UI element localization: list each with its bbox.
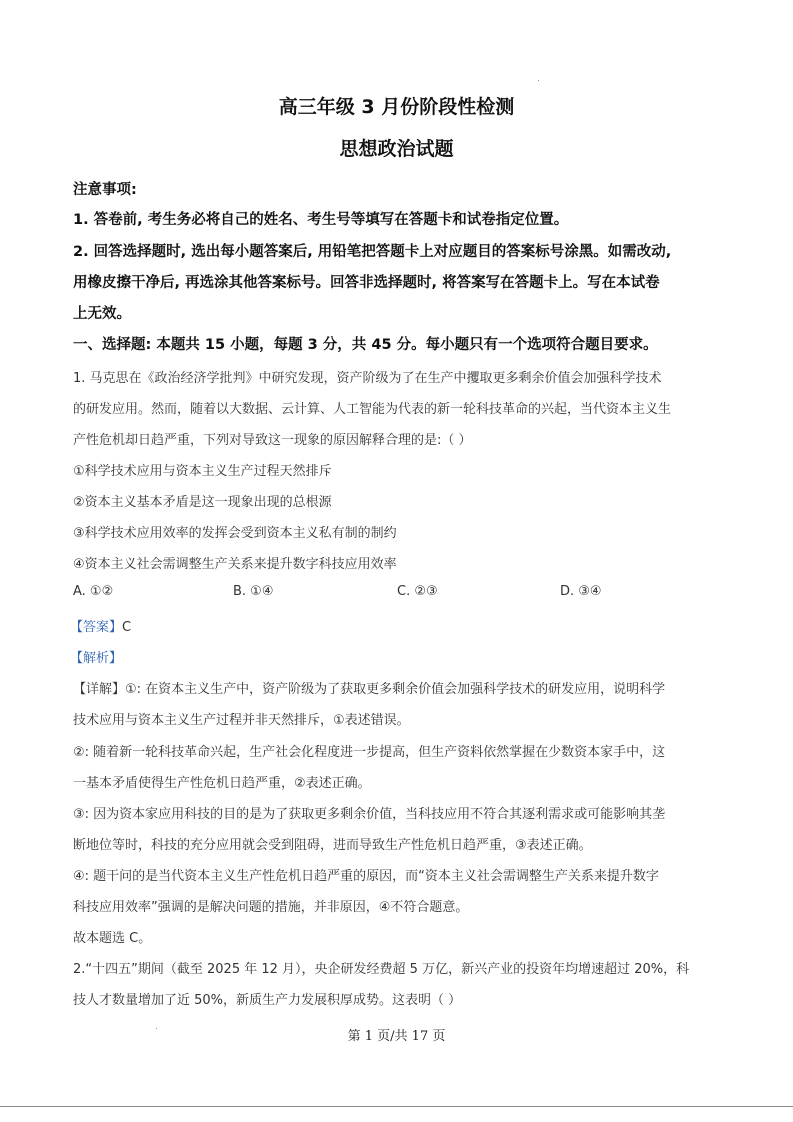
notice-item-1: 1. 答卷前, 考生务必将自己的姓名、考生号等填写在答题卡和试卷指定位置。: [73, 212, 569, 228]
q1-detail-1-line-1: 【详解】①: 在资本主义生产中，资产阶级为了获取更多剩余价值会加强科学技术的研发应用，说明科学: [73, 682, 666, 697]
q1-statement-2: ②资本主义基本矛盾是这一现象出现的总根源: [73, 495, 332, 510]
notice-item-2-line-2: 用橡皮擦干净后, 再选涂其他答案标号。回答非选择题时, 将答案写在答题卡上。写在本试卷: [73, 275, 660, 291]
scan-dot: [538, 80, 539, 81]
q1-option-d: D. ③④: [560, 584, 602, 599]
page-bottom-edge: [0, 1106, 793, 1107]
q1-stem-line-2: 的研发应用。然而，随着以大数据、云计算、人工智能为代表的新一轮科技革命的兴起，当代资本主义生: [73, 402, 672, 417]
q2-stem-line-2: 技人才数量增加了近 50%，新质生产力发展积厚成势。这表明（ ）: [73, 993, 462, 1008]
q1-detail-4-line-2: 科技应用效率”强调的是解决问题的措施，并非原因，④不符合题意。: [73, 900, 469, 915]
q1-conclusion: 故本题选 C。: [73, 931, 152, 946]
q1-detail-3-line-2: 断地位等时，科技的充分应用就会受到阻碍，进而导致生产性危机日趋严重，③表述正确。: [73, 838, 592, 853]
answer-value: C: [122, 620, 132, 635]
q1-option-a: A. ①②: [73, 584, 114, 599]
q1-detail-1-line-2: 技术应用与资本主义生产过程并非天然排斥，①表述错误。: [73, 713, 410, 728]
notice-item-2-line-3: 上无效。: [73, 306, 131, 322]
exam-title: 高三年级 3 月份阶段性检测: [278, 96, 515, 118]
q1-statement-3: ③科学技术应用效率的发挥会受到资本主义私有制的制约: [73, 526, 397, 541]
q2-stem-line-1: 2.“十四五”期间（截至 2025 年 12 月），央企研发经费超 5 万亿，新兴产业的投资年均增速超过 20%，科: [73, 962, 690, 977]
q1-stem-line-3: 产性危机却日趋严重，下列对导致这一现象的原因解释合理的是:（ ）: [73, 433, 472, 448]
q1-detail-2-line-2: 一基本矛盾使得生产性危机日趋严重，②表述正确。: [73, 776, 371, 791]
q1-statement-4: ④资本主义社会需调整生产关系来提升数字科技应用效率: [73, 557, 397, 572]
q1-detail-4-line-1: ④: 题干问的是当代资本主义生产性危机日趋严重的原因，而“资本主义社会需调整生产关系来提升数字: [73, 869, 659, 884]
page-number: 第 1 页/共 17 页: [347, 1029, 446, 1044]
q1-statement-1: ①科学技术应用与资本主义生产过程天然排斥: [73, 464, 332, 479]
q1-options: [73, 584, 713, 602]
q1-option-b: B. ①④: [233, 584, 274, 599]
answer-tag: 【答案】: [70, 620, 123, 635]
q1-detail-3-line-1: ③: 因为资本家应用科技的目的是为了获取更多剩余价值，当科技应用不符合其逐利需求或可能影响其垄: [73, 807, 666, 822]
notice-heading: 注意事项:: [73, 182, 137, 198]
section-1-heading: 一、选择题: 本题共 15 小题，每题 3 分，共 45 分。每小题只有一个选项符合题目要求。: [73, 337, 658, 353]
q1-option-c: C. ②③: [397, 584, 438, 599]
q1-detail-2-line-1: ②: 随着新一轮科技革命兴起，生产社会化程度进一步提高，但生产资料依然掌握在少数资本家手中，这: [73, 745, 666, 760]
notice-item-2-line-1: 2. 回答选择题时, 选出每小题答案后, 用铅笔把答题卡上对应题目的答案标号涂黑。如需改动,: [73, 244, 672, 260]
q1-answer-row: [70, 616, 131, 635]
exam-subtitle: 思想政治试题: [339, 138, 454, 160]
analysis-tag: 【解析】: [70, 651, 123, 666]
q1-stem-line-1: 1. 马克思在《政治经济学批判》中研究发现，资产阶级为了在生产中攫取更多剩余价值会加强科学技术: [73, 371, 662, 386]
